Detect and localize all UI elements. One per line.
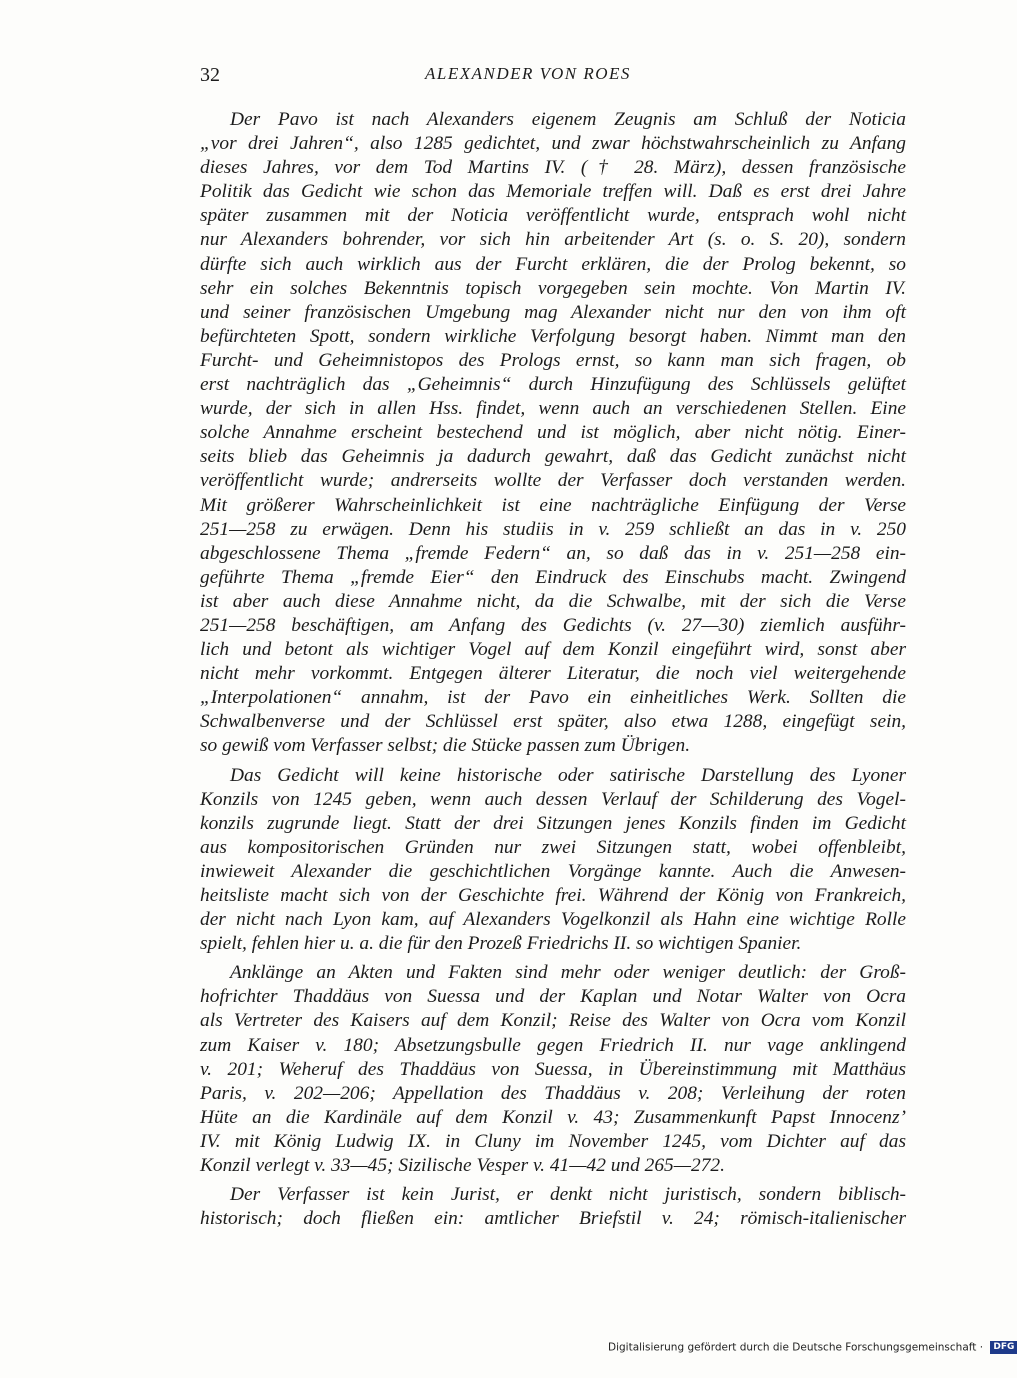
paragraph <box>200 961 906 1178</box>
text-line: seits blieb das Geheimnis ja dadurch gewahrt, daß das Gedicht zunächst nicht <box>200 446 906 468</box>
text-line: erst nachträglich das „Geheimnis“ durch Hinzufügung des Schlüssels gelüftet <box>200 374 906 396</box>
text-line: Paris, v. 202—206; Appellation des Thaddäus v. 208; Verleihung der roten <box>200 1082 906 1104</box>
text-line: ist aber auch diese Annahme nicht, da die Schwalbe, mit der sich die Verse <box>200 590 906 612</box>
text-line: wurde, der sich in allen Hss. findet, wenn auch an verschiedenen Stellen. Eine <box>200 398 906 420</box>
text-line: befürchteten Spott, sondern wirkliche Verfolgung besorgt haben. Nimmt man den <box>200 325 906 347</box>
text-line: Der Pavo ist nach Alexanders eigenem Zeugnis am Schluß der Noticia <box>230 109 906 130</box>
text-line: Hüte an die Kardinäle auf dem Konzil v. 43; Zusammenkunft Papst Innocenz’ <box>200 1106 906 1128</box>
text-line: als Vertreter des Kaisers auf dem Konzil; Reise des Walter von Ocra vom Konzil <box>200 1010 906 1032</box>
page-number: 32 <box>200 64 220 86</box>
text-line: sehr ein solches Bekenntnis topisch vorgegeben sein mochte. Von Martin IV. <box>200 277 906 299</box>
text-line: Konzil verlegt v. 33—45; Sizilische Vesper v. 41—42 und 265—272. <box>200 1155 725 1177</box>
text-line: nicht mehr vorkommt. Entgegen älterer Literatur, die noch viel weitergehende <box>200 663 906 685</box>
text-line: später zusammen mit der Noticia veröffentlicht wurde, entsprach wohl nicht <box>200 205 906 227</box>
text-line: „vor drei Jahren“, also 1285 gedichtet, und zwar höchstwahrscheinlich zu Anfang <box>200 133 906 155</box>
text-line: Mit größerer Wahrscheinlichkeit ist eine nachträgliche Einfügung der Verse <box>200 494 906 516</box>
text-line: Schwalbenverse und der Schlüssel erst später, also etwa 1288, eingefügt sein, <box>200 711 906 733</box>
body-text <box>200 108 906 1236</box>
text-line: konzils zugrunde liegt. Statt der drei Sitzungen jenes Konzils finden im Gedicht <box>200 812 906 834</box>
text-line: historisch; doch fließen ein: amtlicher Briefstil v. 24; römisch-italienischer <box>200 1208 906 1230</box>
running-head: ALEXANDER VON ROES <box>425 64 631 83</box>
text-line: v. 201; Weheruf des Thaddäus von Suessa, in Übereinstimmung mit Matthäus <box>200 1058 906 1080</box>
text-line: der nicht nach Lyon kam, auf Alexanders Vogelkonzil als Hahn eine wichtige Rolle <box>200 909 906 931</box>
digitization-footer <box>608 1341 1017 1354</box>
text-line: Politik das Gedicht wie schon das Memoriale treffen will. Daß es erst drei Jahre <box>200 181 906 203</box>
text-line: so gewiß vom Verfasser selbst; die Stücke passen zum Übrigen. <box>200 735 691 757</box>
text-line: solche Annahme erscheint bestechend und ist möglich, aber nicht nötig. Einer- <box>200 422 906 444</box>
text-line: 251—258 zu erwägen. Denn his studiis in v. 259 schließt an das in v. 250 <box>200 518 906 540</box>
dfg-logo: DFG <box>990 1341 1017 1354</box>
text-line: inwieweit Alexander die geschichtlichen Vorgänge kannte. Auch die Anwesen- <box>200 860 906 882</box>
text-line: Anklänge an Akten und Fakten sind mehr oder weniger deutlich: der Groß- <box>230 962 906 984</box>
text-line: und seiner französischen Umgebung mag Alexander nicht nur den von ihm oft <box>200 301 906 323</box>
paragraph <box>200 1183 906 1231</box>
text-line: aus kompositorischen Gründen nur zwei Sitzungen statt, wobei offenbleibt, <box>200 836 906 858</box>
footer-text: Digitalisierung gefördert durch die Deutsche Forschungsgemeinschaft · <box>608 1341 984 1354</box>
text-line: zum Kaiser v. 180; Absetzungsbulle gegen Friedrich II. nur vage anklingend <box>200 1034 906 1056</box>
text-line: „Interpolationen“ annahm, ist der Pavo ein einheitliches Werk. Sollten die <box>200 687 906 709</box>
paragraph <box>200 108 906 759</box>
text-line: Furcht- und Geheimnistopos des Prologs ernst, so kann man sich fragen, ob <box>200 349 906 371</box>
text-line: heitsliste macht sich von der Geschichte frei. Während der König von Frankreich, <box>200 885 906 906</box>
text-line: 251—258 beschäftigen, am Anfang des Gedichts (v. 27—30) ziemlich ausführ- <box>200 614 906 636</box>
text-line: Konzils von 1245 geben, wenn auch dessen Verlauf der Schilderung des Vogel- <box>200 788 906 810</box>
paragraph <box>200 764 906 957</box>
text-line: abgeschlossene Thema „fremde Federn“ an, so daß das in v. 251—258 ein- <box>200 542 906 564</box>
text-line: Der Verfasser ist kein Jurist, er denkt nicht juristisch, sondern biblisch- <box>230 1184 906 1206</box>
text-line: geführte Thema „fremde Eier“ den Eindruck des Einschubs macht. Zwingend <box>200 566 906 588</box>
text-line: nur Alexanders bohrender, vor sich hin arbeitender Art (s. o. S. 20), sondern <box>200 229 906 251</box>
text-line: Das Gedicht will keine historische oder satirische Darstellung des Lyoner <box>230 764 906 786</box>
text-line: dürfte sich auch wirklich aus der Furcht erklären, die der Prolog bekennt, so <box>200 253 906 275</box>
text-line: spielt, fehlen hier u. a. die für den Prozeß Friedrichs II. so wichtigen Spanier. <box>200 933 802 955</box>
text-line: lich und betont als wichtiger Vogel auf dem Konzil eingeführt wird, sonst aber <box>200 639 906 661</box>
text-line: IV. mit König Ludwig IX. in Cluny im November 1245, vom Dichter auf das <box>200 1130 906 1152</box>
text-line: dieses Jahres, vor dem Tod Martins IV. († 28. März), dessen französische <box>200 157 906 179</box>
text-line: hofrichter Thaddäus von Suessa und der Kaplan und Notar Walter von Ocra <box>200 986 906 1008</box>
text-line: veröffentlicht wurde; andrerseits wollte der Verfasser doch verstanden werden. <box>200 470 906 492</box>
